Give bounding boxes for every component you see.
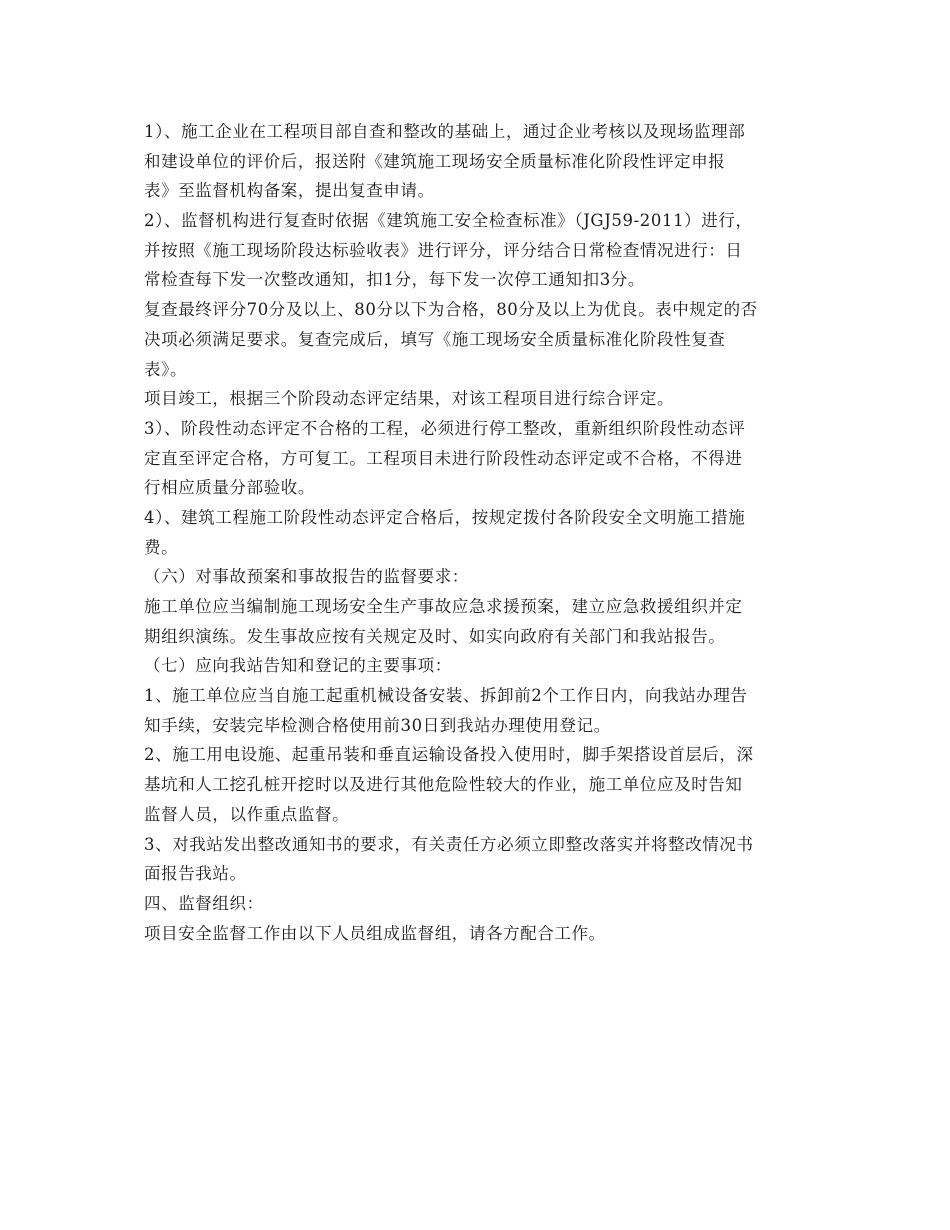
text-line: 施工单位应当编制施工现场安全生产事故应急求援预案，建立应急救援组织并定 bbox=[144, 597, 743, 616]
text-line: 基坑和人工挖孔桩开挖时以及进行其他危险性较大的作业，施工单位应及时告知 bbox=[144, 775, 743, 795]
text-line: 复查最终评分70分及以上、80分以下为合格，80分及以上为优良。表中规定的否 bbox=[144, 300, 758, 320]
text-line: 定直至评定合格，方可复工。工程项目未进行阶段性动态评定或不合格，不得进 bbox=[144, 448, 743, 468]
text-line: 项目安全监督工作由以下人员组成监督组，请各方配合工作。 bbox=[144, 923, 606, 943]
text-line: 表》至监督机构备案，提出复查申请。 bbox=[144, 181, 435, 201]
text-line: 2、施工用电设施、起重吊装和垂直运输设备投入使用时，脚手架搭设首层后，深 bbox=[144, 745, 754, 765]
text-line: 期组织演练。发生事故应按有关规定及时、如实向政府有关部门和我站报告。 bbox=[144, 626, 726, 646]
text-line: 1、施工单位应当自施工起重机械设备安装、拆卸前2个工作日内，向我站办理告 bbox=[144, 686, 748, 706]
text-line: 决项必须满足要求。复查完成后，填写《施工现场安全质量标准化阶段性复查 bbox=[144, 329, 726, 349]
text-line: 面报告我站。 bbox=[144, 864, 247, 884]
text-line: 表》。 bbox=[144, 359, 188, 379]
section-heading: （六）对事故预案和事故报告的监督要求： bbox=[144, 567, 469, 587]
document-body bbox=[144, 117, 814, 948]
text-line: 知手续，安装完毕检测合格使用前30日到我站办理使用登记。 bbox=[144, 715, 611, 735]
text-line: 4）、建筑工程施工阶段性动态评定合格后，按规定拨付各阶段安全文明施工措施 bbox=[144, 507, 746, 527]
text-line: 2）、监督机构进行复查时依据《建筑施工安全检查标准》（JGJ59-2011）进行， bbox=[144, 211, 753, 231]
text-line: 行相应质量分部验收。 bbox=[144, 478, 315, 498]
text-line: 费。 bbox=[144, 537, 179, 557]
text-line: 1）、施工企业在工程项目部自查和整改的基础上，通过企业考核以及现场监理部 bbox=[144, 122, 746, 141]
text-line: 和建设单位的评价后，报送附《建筑施工现场安全质量标准化阶段性评定申报 bbox=[144, 151, 726, 171]
text-line: 常检查每下发一次整改通知，扣1分，每下发一次停工通知扣3分。 bbox=[144, 270, 645, 290]
text-line: 3）、阶段性动态评定不合格的工程，必须进行停工整改，重新组织阶段性动态评 bbox=[144, 418, 746, 438]
text-line: 项目竣工，根据三个阶段动态评定结果，对该工程项目进行综合评定。 bbox=[144, 389, 675, 409]
text-line: 3、对我站发出整改通知书的要求，有关责任方必须立即整改落实并将整改情况书 bbox=[144, 834, 754, 854]
text-line: 并按照《施工现场阶段达标验收表》进行评分，评分结合日常检查情况进行：日 bbox=[144, 240, 743, 260]
text-line: 监督人员，以作重点监督。 bbox=[144, 804, 350, 824]
section-heading: 四、监督组织： bbox=[144, 893, 264, 913]
section-heading: （七）应向我站告知和登记的主要事项： bbox=[144, 656, 452, 676]
